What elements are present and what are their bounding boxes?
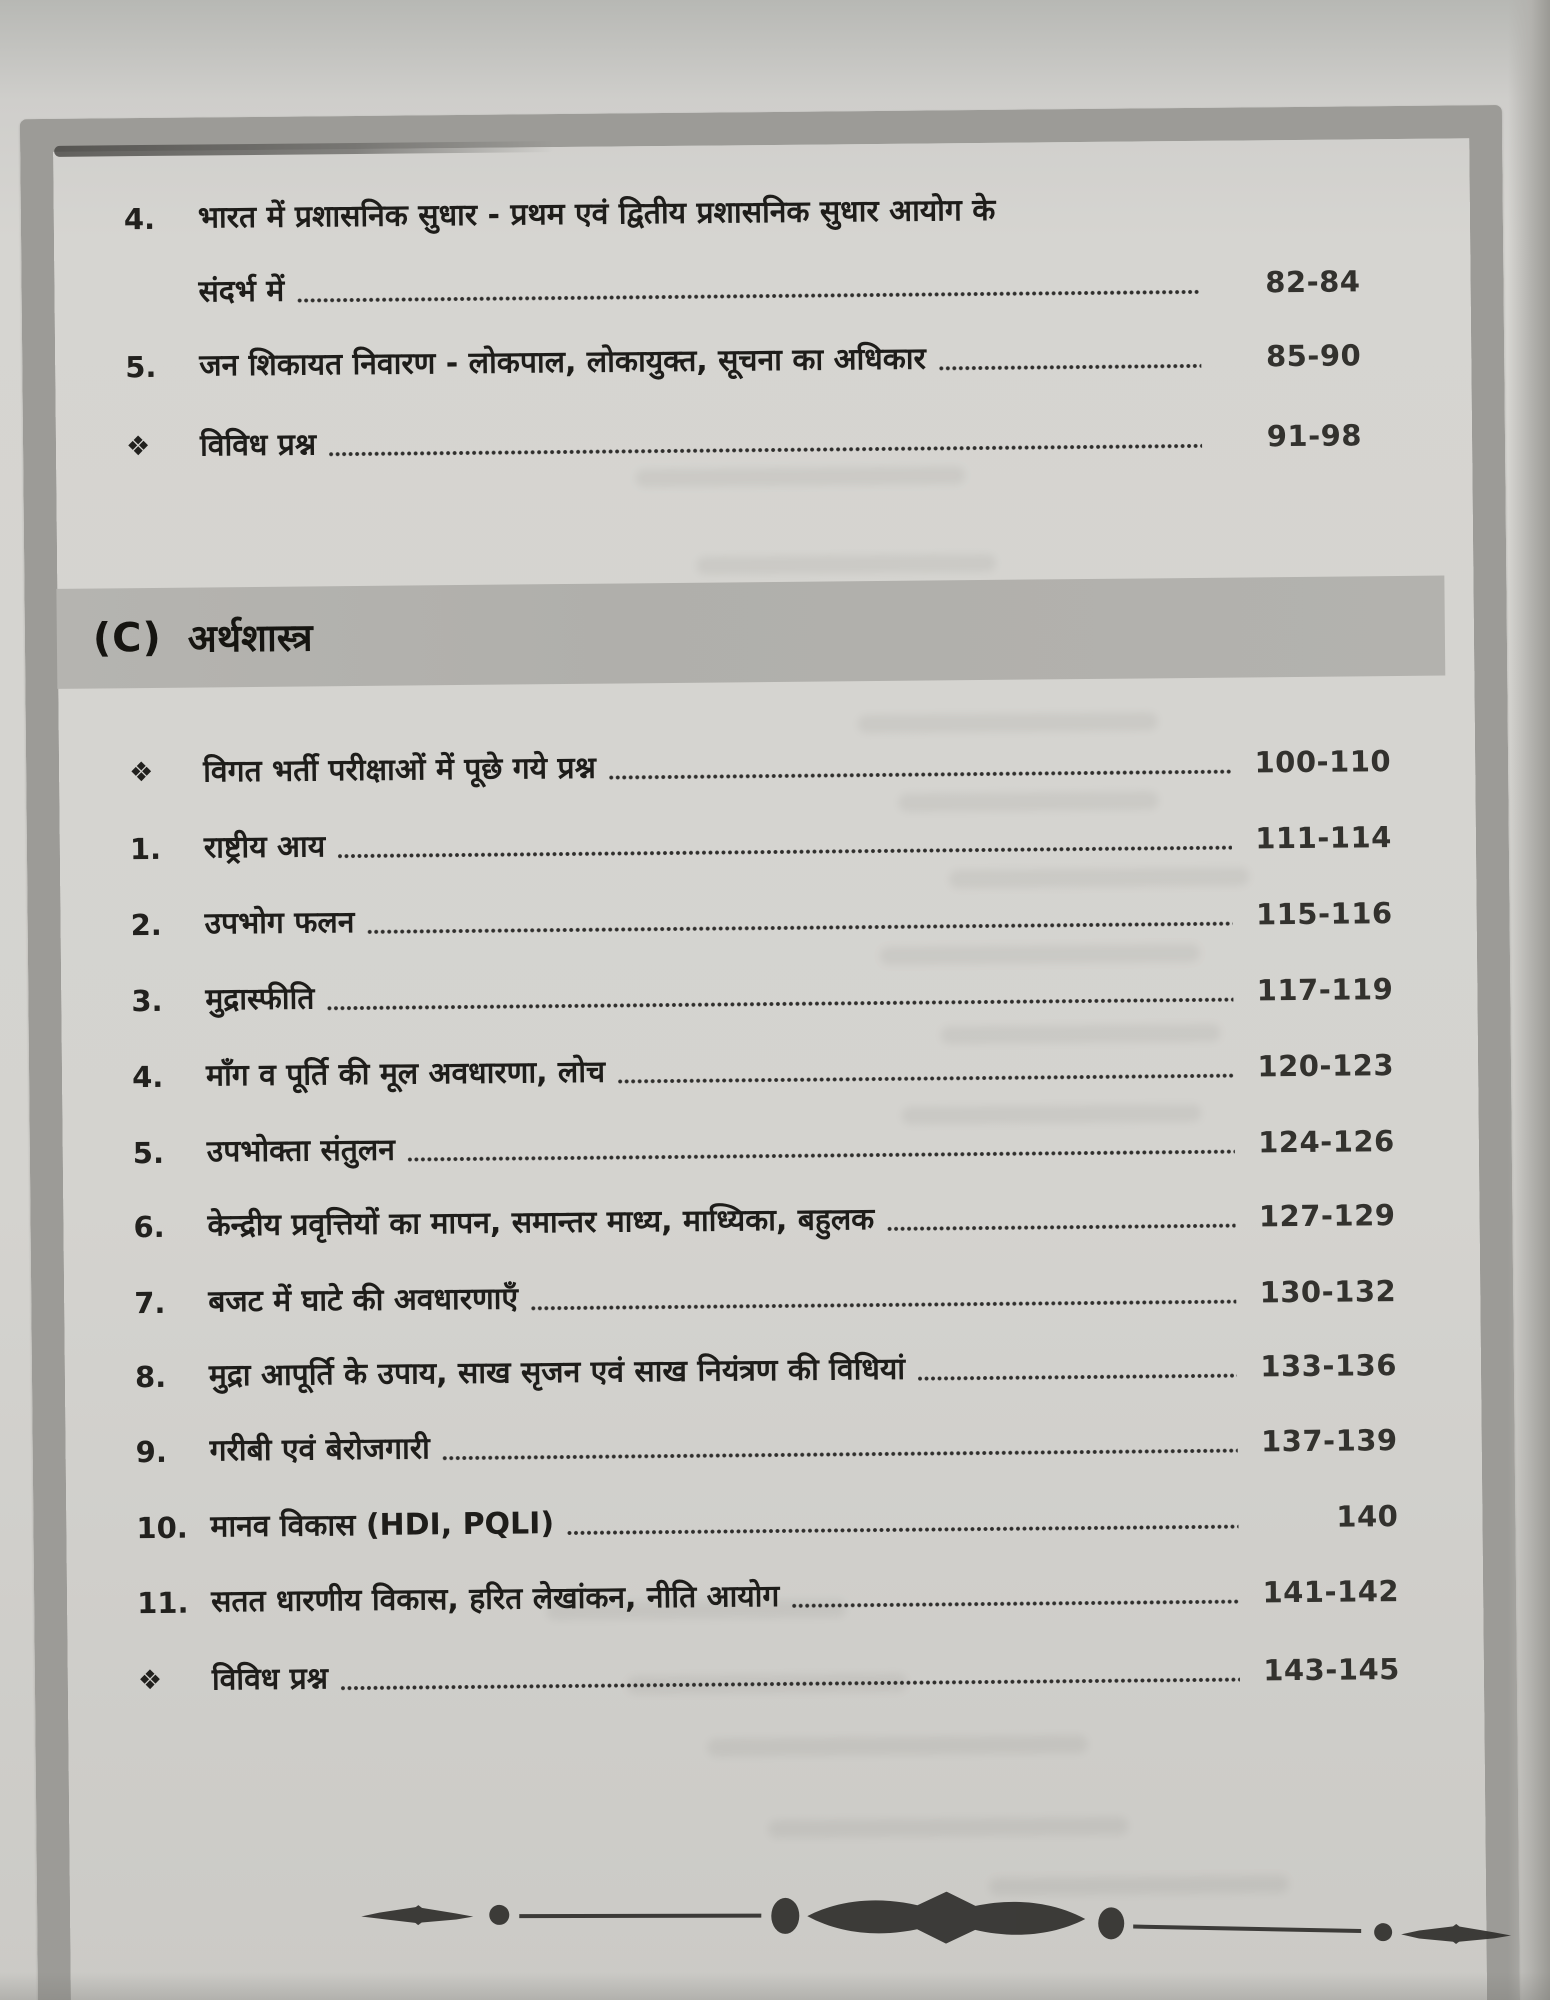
item-title: मुद्रा आपूर्ति के उपाय, साख सृजन एवं साख नियंत्रण की विधियां xyxy=(208,1351,906,1394)
item-number: 9. xyxy=(135,1434,168,1470)
item-number: 8. xyxy=(134,1359,167,1395)
page-range: 111-114 xyxy=(1255,820,1393,856)
page-range: 127-129 xyxy=(1258,1198,1396,1234)
toc-section-previous xyxy=(0,0,1541,464)
page-range: 115-116 xyxy=(1255,896,1393,932)
dot-leader xyxy=(617,1072,1234,1086)
dot-leader xyxy=(442,1447,1238,1463)
page-range: 85-90 xyxy=(1265,338,1362,374)
item-title: विविध प्रश्न xyxy=(199,427,317,464)
item-title: उपभोग फलन xyxy=(204,905,355,942)
dot-leader xyxy=(407,1148,1235,1164)
item-title: सतत धारणीय विकास, हरित लेखांकन, नीति आयोग xyxy=(210,1578,780,1620)
dot-leader xyxy=(938,362,1201,373)
diamond-bullet-icon: ❖ xyxy=(137,1664,163,1697)
page-range: 82-84 xyxy=(1265,264,1361,300)
item-number: 4. xyxy=(123,201,156,237)
dot-leader xyxy=(917,1372,1237,1383)
page-range: 124-126 xyxy=(1258,1124,1395,1160)
section-title: अर्थशास्त्र xyxy=(187,615,313,661)
section-label: (C) xyxy=(92,614,163,662)
page-range: 100-110 xyxy=(1254,744,1392,780)
dot-leader xyxy=(886,1222,1235,1233)
item-title: केन्द्रीय प्रवृत्तियों का मापन, समान्तर माध्य, माध्यिका, बहुलक xyxy=(207,1202,875,1244)
page-range: 143-145 xyxy=(1263,1652,1400,1688)
section-header-band xyxy=(56,576,1445,689)
item-number: 11. xyxy=(136,1585,189,1621)
item-title: उपभोक्ता संतुलन xyxy=(206,1132,396,1170)
item-title: बजट में घाटे की अवधारणाएँ xyxy=(208,1281,519,1320)
item-number: 4. xyxy=(131,1059,164,1095)
page-range: 120-123 xyxy=(1257,1048,1395,1084)
page-range: 91-98 xyxy=(1266,418,1363,454)
dot-leader xyxy=(791,1598,1239,1610)
item-number: 3. xyxy=(131,983,163,1019)
page-range: 137-139 xyxy=(1260,1423,1398,1459)
item-number: 5. xyxy=(125,349,157,385)
page-range: 140 xyxy=(1336,1499,1399,1534)
dot-leader xyxy=(337,844,1232,861)
item-title: मुद्रास्फीति xyxy=(205,981,315,1018)
item-number: 10. xyxy=(136,1510,188,1546)
dot-leader xyxy=(296,288,1200,305)
item-title: विगत भर्ती परीक्षाओं में पूछे गये प्रश्न xyxy=(203,750,596,790)
page-range: 141-142 xyxy=(1262,1574,1400,1610)
item-number: 2. xyxy=(130,907,163,943)
diamond-bullet-icon: ❖ xyxy=(125,430,151,463)
item-title: जन शिकायत निवारण - लोकपाल, लोकायुक्त, सूचना का अधिकार xyxy=(199,341,927,384)
item-number: 5. xyxy=(132,1135,165,1171)
dot-leader xyxy=(566,1523,1238,1537)
item-title: माँग व पूर्ति की मूल अवधारणा, लोच xyxy=(205,1054,606,1094)
item-title: गरीबी एवं बेरोजगारी xyxy=(209,1431,430,1469)
item-number: 7. xyxy=(134,1285,166,1321)
dot-leader xyxy=(328,442,1202,458)
dot-leader xyxy=(608,768,1231,782)
bleedthrough xyxy=(0,0,1541,7)
item-title: मानव विकास (HDI, PQLI) xyxy=(210,1506,555,1545)
item-title: विविध प्रश्न xyxy=(211,1661,329,1698)
item-title-continued: संदर्भ में xyxy=(198,273,285,310)
page-right-edge-shadow xyxy=(1508,0,1550,2000)
divider-ornament-icon xyxy=(361,1885,1512,1957)
page-bottom-shadow xyxy=(0,1972,1550,2000)
item-title: भारत में प्रशासनिक सुधार - प्रथम एवं द्वितीय प्रशासनिक सुधार आयोग के xyxy=(197,192,996,236)
page-range: 130-132 xyxy=(1259,1274,1397,1310)
item-number: 1. xyxy=(129,831,162,867)
page-range: 133-136 xyxy=(1260,1348,1398,1384)
dot-leader xyxy=(530,1298,1236,1313)
dot-leader xyxy=(366,920,1232,936)
dot-leader xyxy=(326,996,1233,1013)
dot-leader xyxy=(340,1676,1240,1693)
diamond-bullet-icon: ❖ xyxy=(129,756,154,789)
item-title: राष्ट्रीय आय xyxy=(203,829,326,866)
item-number: 6. xyxy=(133,1209,165,1245)
page-range: 117-119 xyxy=(1256,972,1394,1008)
